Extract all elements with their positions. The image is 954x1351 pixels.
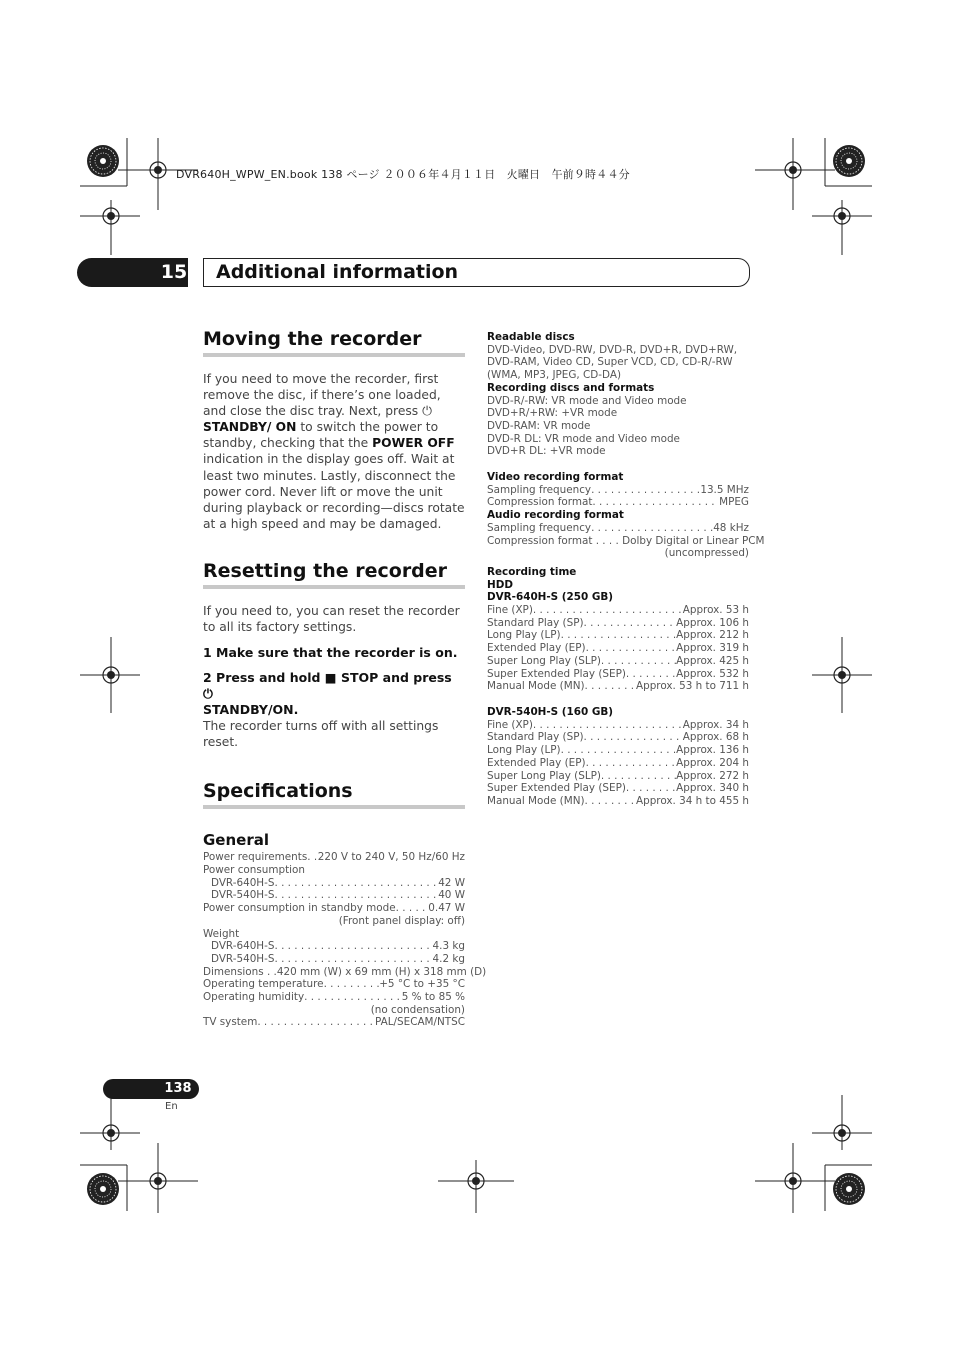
spec-line: DVD+R DL: +VR mode	[487, 445, 606, 458]
spec-row: Power consumption	[203, 864, 305, 877]
hdd-heading: HDD	[487, 578, 513, 591]
time-row: Extended Play (EP) . . . Approx. 204 h	[487, 757, 749, 770]
heading-rule	[203, 805, 465, 809]
spec-line: DVD-Video, DVD-RW, DVD-R, DVD+R, DVD+RW,	[487, 343, 738, 356]
dvr540-heading: DVR-540H-S (160 GB)	[487, 705, 614, 718]
spec-note: (no condensation)	[370, 1003, 465, 1016]
time-row: Super Long Play (SLP) . . . Approx. 272 h	[487, 770, 749, 783]
time-row: Manual Mode (MN) . . . Approx. 34 h to 455 h	[487, 795, 749, 808]
spec-line: DVD-RAM, Video CD, Super VCD, CD, CD-R/-RW	[487, 356, 733, 369]
left-column	[203, 328, 487, 1029]
time-row: Super Extended Play (SEP) . . . Approx. 532 h	[487, 668, 749, 681]
spec-line: DVD-RAM: VR mode	[487, 419, 591, 432]
video-format-heading: Video recording format	[487, 471, 624, 484]
stop-icon: ■	[324, 670, 337, 686]
time-row: Extended Play (EP) . . . Approx. 319 h	[487, 642, 749, 655]
time-row: Long Play (LP) . . . Approx. 136 h	[487, 744, 749, 757]
audio-format-heading: Audio recording format	[487, 509, 624, 522]
spec-line: (WMA, MP3, JPEG, CD-DA)	[487, 369, 621, 382]
spec-row: Dimensions . .420 mm (W) x 69 mm (H) x 318 mm (D)	[203, 965, 487, 978]
reset-step-2: 2 Press and hold ■ STOP and press ⏻ STANDBY/ON.	[203, 670, 452, 718]
spec-line: DVD-R/-RW: VR mode and Video mode	[487, 394, 687, 407]
recording-time-heading: Recording time	[487, 565, 577, 578]
moving-heading: Moving the recorder	[203, 328, 422, 350]
spec-row: Sampling frequency . . . 48 kHz	[487, 522, 749, 535]
heading-rule	[203, 353, 465, 357]
spec-note: (uncompressed)	[664, 547, 749, 560]
resetting-heading: Resetting the recorder	[203, 559, 448, 582]
time-row: Fine (XP) . . . Approx. 34 h	[487, 719, 749, 732]
right-column	[487, 331, 765, 808]
spec-line: DVD-R DL: VR mode and Video mode	[487, 432, 680, 445]
time-table-540	[487, 719, 749, 808]
time-row: Standard Play (SP) . . . Approx. 106 h	[487, 617, 749, 630]
time-row: Manual Mode (MN) . . . Approx. 53 h to 711 h	[487, 680, 749, 693]
spec-row: Sampling frequency . . . 13.5 MHz	[487, 484, 749, 497]
spec-row: Compression format . . . . Dolby Digital or Linear PCM	[487, 534, 765, 547]
time-table-640	[487, 604, 749, 693]
spec-row: Operating temperature . . . +5 °C to +35 °C	[203, 978, 465, 991]
specifications-heading: Specifications	[203, 780, 353, 803]
reset-step-1: 1 Make sure that the recorder is on.	[203, 645, 458, 661]
power-icon: ⏻	[422, 404, 432, 419]
chapter-number: 15	[160, 261, 188, 283]
recording-discs-heading: Recording discs and formats	[487, 381, 655, 394]
moving-paragraph: If you need to move the recorder, first remove the disc, if there’s one loaded, and close the disc tray. Next, press ⏻ STANDBY/ ON to switch the power to standby, checking that the POWER OFF indication in the display goes off. Wait at least two minutes. Lastly, disconnect the power cord. Never lift or move the unit during playback or recording—discs rotate at a high speed and may be damaged.	[203, 372, 465, 531]
time-row: Long Play (LP) . . . Approx. 212 h	[487, 629, 749, 642]
readable-discs-heading: Readable discs	[487, 331, 575, 343]
spec-row: Weight	[203, 927, 240, 940]
spec-row: DVR-540H-S . . . 40 W	[203, 889, 465, 902]
book-file-header: DVR640H_WPW_EN.book 138 ページ ２００６年４月１１日 火曜日 午前９時４４分	[176, 168, 630, 181]
time-row: Standard Play (SP) . . . Approx. 68 h	[487, 731, 749, 744]
spec-note: (Front panel display: off)	[338, 914, 465, 927]
spec-row: Compression format . . . MPEG	[487, 496, 749, 509]
spec-row: DVR-540H-S . . . 4.2 kg	[203, 953, 465, 966]
general-heading: General	[203, 831, 269, 850]
heading-rule	[203, 585, 465, 589]
resetting-intro: If you need to, you can reset the recorder to all its factory settings.	[203, 603, 460, 635]
chapter-title: Additional information	[216, 261, 459, 283]
page-language: En	[165, 1101, 178, 1112]
spec-row: Operating humidity . . . 5 % to 85 %	[203, 991, 465, 1004]
spec-row: DVR-640H-S . . . 4.3 kg	[203, 940, 465, 953]
reset-result: The recorder turns off with all settings reset.	[203, 719, 439, 750]
time-row: Super Extended Play (SEP) . . . Approx. 340 h	[487, 782, 749, 795]
spec-row: TV system . . . PAL/SECAM/NTSC	[203, 1016, 465, 1029]
general-specs	[203, 851, 487, 1029]
dvr640-heading: DVR-640H-S (250 GB)	[487, 591, 614, 604]
spec-row: DVR-640H-S . . . 42 W	[203, 877, 465, 890]
page-number: 138	[164, 1081, 192, 1096]
spec-row: Power consumption in standby mode . . . 0.47 W	[203, 902, 465, 915]
power-icon: ⏻	[203, 686, 213, 702]
time-row: Fine (XP) . . . Approx. 53 h	[487, 604, 749, 617]
spec-line: DVD+R/+RW: +VR mode	[487, 407, 618, 420]
spec-row: Power requirements . . . 220 V to 240 V, 50 Hz/60 Hz	[203, 851, 465, 864]
time-row: Super Long Play (SLP) . . . Approx. 425 h	[487, 655, 749, 668]
